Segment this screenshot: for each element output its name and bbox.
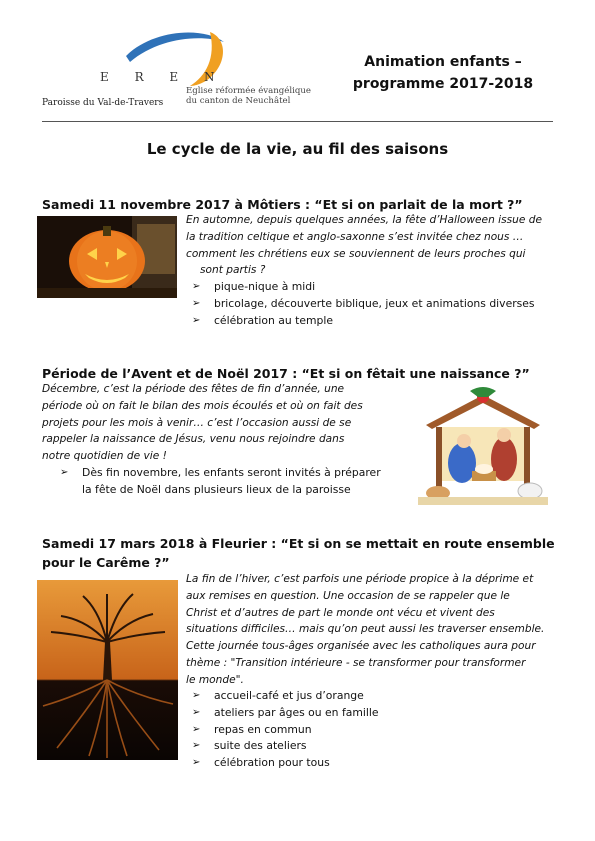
text-line: projets pour les mois à venir… c’est l’occasion aussi de se xyxy=(42,416,352,429)
text-line: aux remises en question. Une occasion de se rappeler que le xyxy=(186,589,510,602)
logo-letters: E R E N xyxy=(100,70,226,84)
list-item-text: pique-nique à midi xyxy=(214,280,316,293)
text-line: comment les chrétiens eux se souviennent de leurs proches qui xyxy=(186,247,526,260)
logo-subtitle-line1: Eglise réformée évangélique xyxy=(186,86,312,96)
page-title: Le cycle de la vie, au fil des saisons xyxy=(146,140,449,158)
section-title-line2: pour le Carême ?” xyxy=(42,555,170,570)
text-line: Cette journée tous-âges organisée avec les catholiques aura pour xyxy=(186,640,536,653)
list-item-text: célébration pour tous xyxy=(214,756,330,770)
list-item xyxy=(192,755,379,772)
logo-subtitle-line2: du canton de Neuchâtel xyxy=(186,96,291,106)
section-title-line1: Samedi 17 mars 2018 à Fleurier : “Et si on se mettait en route ensemble xyxy=(42,536,555,551)
tree-roots-photo-icon xyxy=(37,580,178,760)
list-item xyxy=(192,688,379,705)
section1-bullet-list xyxy=(192,279,535,329)
section2-bullet-list xyxy=(60,465,381,499)
program-title xyxy=(338,51,548,95)
parish-name: Paroisse du Val-de-Travers xyxy=(42,98,164,108)
list-item-text: célébration au temple xyxy=(214,313,334,327)
pumpkin-photo-icon xyxy=(37,216,177,298)
text-line: La fin de l’hiver, c’est parfois une période propice à la déprime et xyxy=(186,573,534,585)
arrow-bullet-icon: ➢ xyxy=(192,740,201,752)
text-line: Décembre, c’est la période des fêtes de fin d’année, une xyxy=(42,383,345,395)
list-item-text: la fête de Noël dans plusieurs lieux de la paroisse xyxy=(82,482,351,496)
arrow-bullet-icon: ➢ xyxy=(192,281,201,292)
arrow-bullet-icon: ➢ xyxy=(192,723,201,735)
nativity-scene-icon xyxy=(418,383,548,505)
list-item-text: bricolage, découverte biblique, jeux et animations diverses xyxy=(214,296,535,310)
section-title-avent: Période de l’Avent et de Noël 2017 : “Et si on fêtait une naissance ?” xyxy=(42,366,530,381)
section1-description xyxy=(186,212,542,279)
text-line: le monde". xyxy=(186,673,244,686)
arrow-bullet-icon: ➢ xyxy=(60,467,69,478)
arrow-bullet-icon: ➢ xyxy=(192,314,201,326)
arrow-bullet-icon: ➢ xyxy=(192,690,201,701)
list-item xyxy=(192,313,535,330)
section-title-careme xyxy=(42,534,555,572)
list-item xyxy=(60,482,381,499)
arrow-bullet-icon: ➢ xyxy=(192,297,201,309)
logo-subtitle xyxy=(186,86,311,106)
text-line: situations difficiles… mais qu’on peut aussi les traverser ensemble. xyxy=(186,623,545,636)
text-line: En automne, depuis quelques années, la fête d’Halloween issue de xyxy=(186,214,542,226)
text-line: thème : "Transition intérieure - se transformer pour transformer xyxy=(186,656,526,669)
list-item-text: accueil-café et jus d’orange xyxy=(214,689,364,702)
list-item xyxy=(192,738,379,755)
section2-description xyxy=(42,381,363,465)
program-title-line2: programme 2017-2018 xyxy=(352,76,534,92)
text-line: période où on fait le bilan des mois écoulés et où on fait des xyxy=(42,399,363,412)
list-item xyxy=(60,465,381,482)
section3-description xyxy=(186,571,544,689)
program-title-line1: Animation enfants – xyxy=(364,54,522,70)
arrow-bullet-icon: ➢ xyxy=(192,706,201,718)
text-line: notre quotidien de vie ! xyxy=(42,450,167,463)
header-divider xyxy=(42,121,553,122)
list-item xyxy=(192,296,535,313)
section3-bullet-list xyxy=(192,688,379,772)
list-item xyxy=(192,279,535,296)
list-item xyxy=(192,722,379,739)
text-line: la tradition celtique et anglo-saxonne s’est invitée chez nous … xyxy=(186,230,524,243)
text-line: rappeler la naissance de Jésus, venu nous rejoindre dans xyxy=(42,433,345,446)
list-item xyxy=(192,705,379,722)
text-line: sont partis ? xyxy=(200,264,266,277)
list-item-text: ateliers par âges ou en famille xyxy=(214,705,379,719)
arrow-bullet-icon: ➢ xyxy=(192,757,201,769)
text-line: Christ et d’autres de part le monde ont vécu et vivent des xyxy=(186,606,495,619)
list-item-text: Dès fin novembre, les enfants seront invités à préparer xyxy=(82,466,381,479)
list-item-text: repas en commun xyxy=(214,722,312,736)
list-item-text: suite des ateliers xyxy=(214,739,307,753)
section-title-halloween: Samedi 11 novembre 2017 à Môtiers : “Et si on parlait de la mort ?” xyxy=(42,197,523,212)
